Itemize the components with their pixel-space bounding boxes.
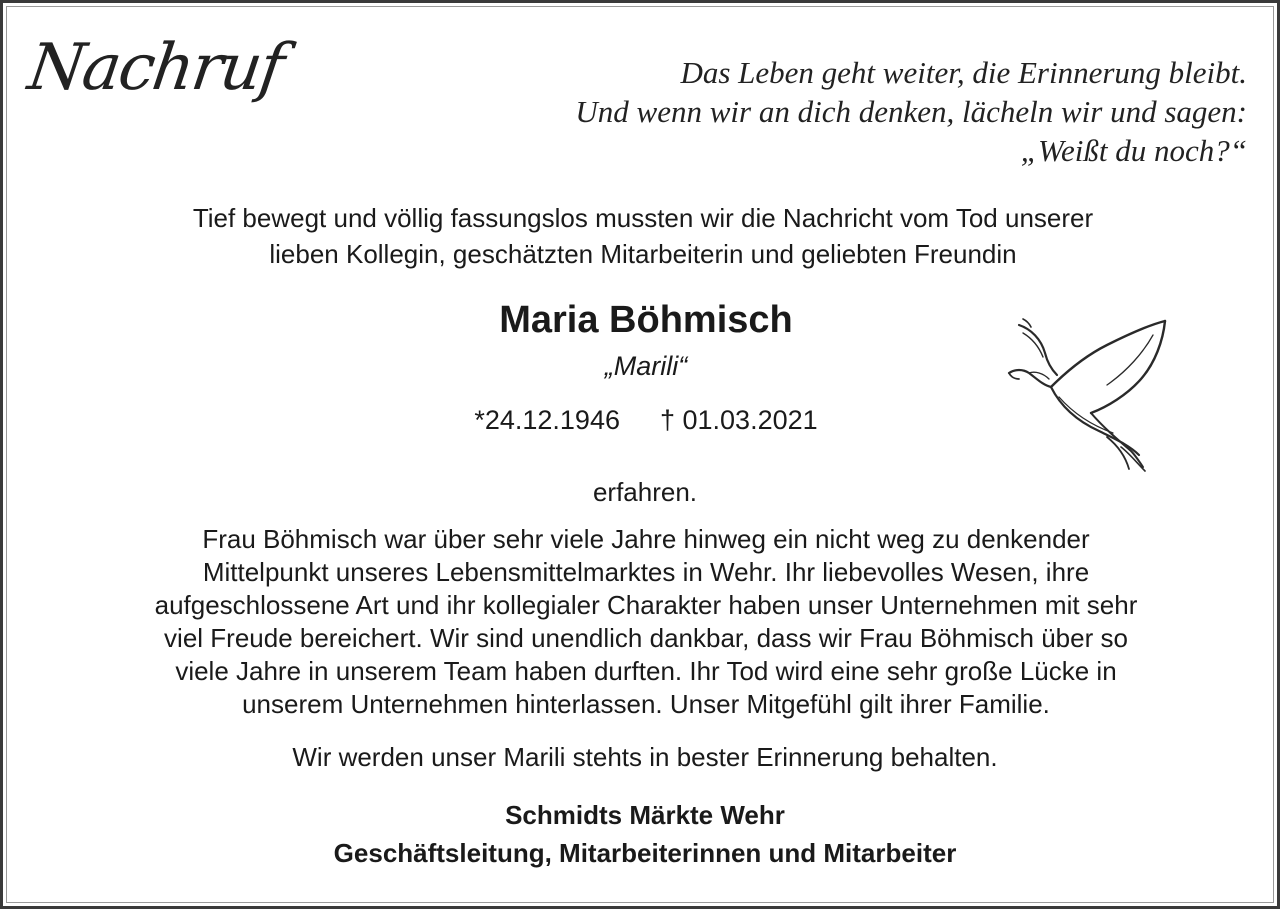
intro-line: Tief bewegt und völlig fassungslos mussten wir die Nachricht vom Tod unserer xyxy=(192,203,1094,233)
company-department: Geschäftsleitung, Mitarbeiterinnen und Mitarbeiter xyxy=(333,838,957,868)
notice-title: Nachruf xyxy=(23,31,287,105)
tribute-line: aufgeschlossene Art und ihr kollegialer Charakter haben unser Unternehmen mit sehr xyxy=(154,590,1138,620)
tribute-line: viel Freude bereichert. Wir sind unendlich dankbar, dass wir Frau Böhmisch über so xyxy=(164,623,1128,653)
poem-line: Das Leben geht weiter, die Erinnerung bleibt. xyxy=(680,55,1247,90)
intro-text xyxy=(3,200,1280,272)
deceased-name: Maria Böhmisch xyxy=(499,299,793,341)
dove-icon xyxy=(1003,313,1178,478)
tribute-paragraph xyxy=(3,523,1280,721)
intro-line: lieben Kollegin, geschätzten Mitarbeiterin und geliebten Freundin xyxy=(269,239,1017,269)
company-name: Schmidts Märkte Wehr xyxy=(505,800,785,830)
poem-line: „Weißt du noch?“ xyxy=(1020,133,1247,168)
tribute-line: Mittelpunkt unseres Lebensmittelmarktes in Wehr. Ihr liebevolles Wesen, ihre xyxy=(202,557,1090,587)
closing-sentence: Wir werden unser Marili stehts in bester Erinnerung behalten. xyxy=(292,742,998,772)
tribute-line: viele Jahre in unserem Team haben durften. Ihr Tod wird eine sehr große Lücke in xyxy=(175,656,1117,686)
tribute-line: unserem Unternehmen hinterlassen. Unser Mitgefühl gilt ihrer Familie. xyxy=(242,689,1050,719)
death-date: † 01.03.2021 xyxy=(659,405,818,435)
erfahren-text: erfahren. xyxy=(592,477,698,507)
tribute-line: Frau Böhmisch war über sehr viele Jahre hinweg ein nicht weg zu denkender xyxy=(202,524,1090,554)
memorial-poem xyxy=(575,53,1247,170)
birth-date: *24.12.1946 xyxy=(474,405,620,435)
deceased-nickname: „Marili“ xyxy=(604,351,688,381)
poem-line: Und wenn wir an dich denken, lächeln wir und sagen: xyxy=(575,94,1247,129)
